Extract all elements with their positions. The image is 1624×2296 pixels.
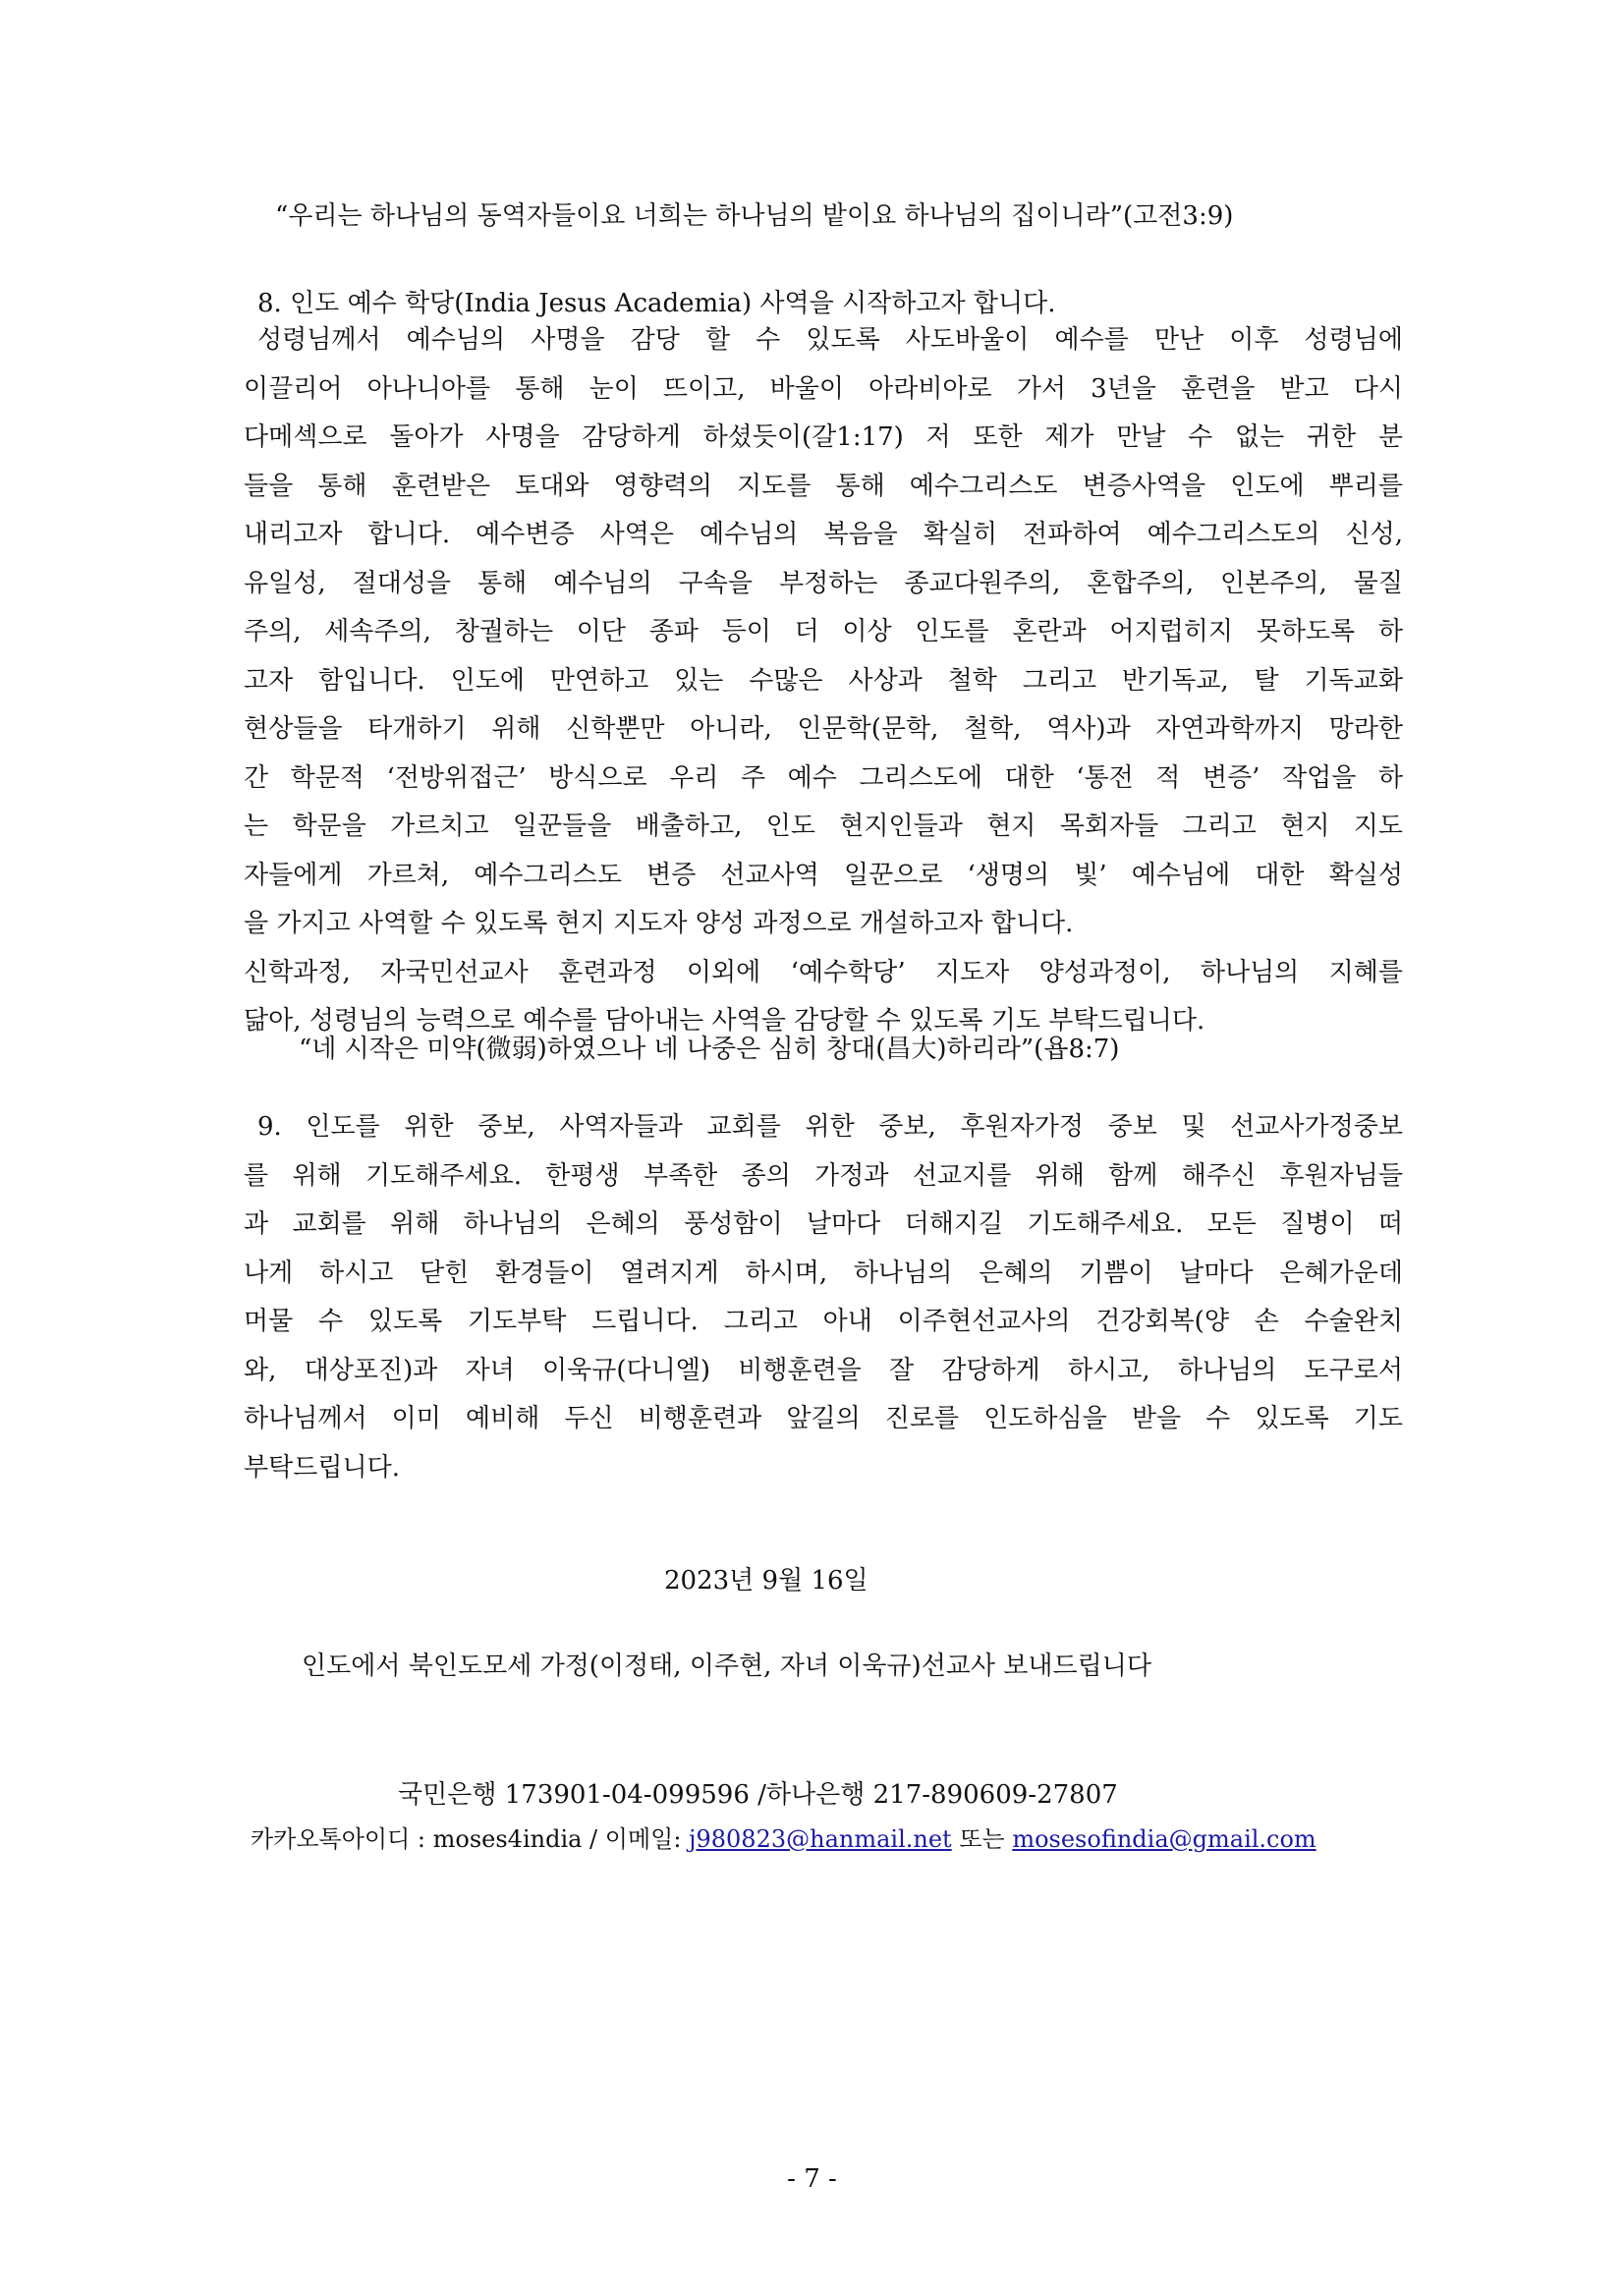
body-line: 고자 함입니다. 인도에 만연하고 있는 수많은 사상과 철학 그리고 반기독교, 탈 기독교화: [244, 665, 1403, 696]
body-line: 성령님께서 예수님의 사명을 감당 할 수 있도록 사도바울이 예수를 만난 이후 성령님에: [257, 325, 1403, 355]
sender-line: 인도에서 북인도모세 가정(이정태, 이주현, 자녀 이욱규)선교사 보내드립니다: [302, 1652, 1152, 1681]
body-line: 와, 대상포진)과 자녀 이욱규(다니엘) 비행훈련을 잘 감당하게 하시고, 하나님의 도구로서: [244, 1355, 1403, 1385]
contact-line: [251, 1820, 1316, 1859]
body-line: 내리고자 합니다. 예수변증 사역은 예수님의 복음을 확실히 전파하여 예수그리스도의 신성,: [244, 520, 1403, 549]
section-8-body: [244, 316, 1403, 1046]
body-line: 는 학문을 가르치고 일꾼들을 배출하고, 인도 현지인들과 현지 목회자들 그리고 현지 지도: [244, 812, 1403, 841]
email-link-hanmail[interactable]: j980823@hanmail.net: [689, 1825, 952, 1853]
body-line: 을 가지고 사역할 수 있도록 현지 지도자 양성 과정으로 개설하고자 합니다.: [244, 909, 1074, 938]
body-line: 머물 수 있도록 기도부탁 드립니다. 그리고 아내 이주현선교사의 건강회복(양 손 수술완치: [244, 1307, 1403, 1336]
kakao-and-email-label: 카카오톡아이디 : moses4india / 이메일:: [251, 1825, 690, 1853]
body-line: 유일성, 절대성을 통해 예수님의 구속을 부정하는 종교다원주의, 혼합주의, 인본주의, 물질: [244, 568, 1403, 598]
scripture-quote-2: “네 시작은 미약(微弱)하였으나 네 나중은 심히 창대(昌大)하리라”(욥8:7): [299, 1035, 1120, 1064]
bank-accounts: 국민은행 173901-04-099596 /하나은행 217-890609-27807: [398, 1780, 1118, 1810]
body-line: 현상들을 타개하기 위해 신학뿐만 아니라, 인문학(문학, 철학, 역사)과 자연과학까지 망라한: [244, 714, 1403, 744]
body-line: 들을 통해 훈련받은 토대와 영향력의 지도를 통해 예수그리스도 변증사역을 인도에 뿌리를: [244, 471, 1403, 501]
or-text: 또는: [951, 1825, 1013, 1853]
body-line: 간 학문적 ‘전방위접근’ 방식으로 우리 주 예수 그리스도에 대한 ‘통전 적 변증’ 작업을 하: [244, 762, 1403, 793]
body-line: 다메섹으로 돌아가 사명을 감당하게 하셨듯이(갈1:17) 저 또한 제가 만날 수 없는 귀한 분: [244, 422, 1403, 452]
section-8-heading: 8. 인도 예수 학당(India Jesus Academia) 사역을 시작하고자 합니다.: [257, 289, 1056, 318]
body-line: 를 위해 기도해주세요. 한평생 부족한 종의 가정과 선교지를 위해 함께 해주신 후원자님들: [244, 1160, 1403, 1191]
body-line: 9. 인도를 위한 중보, 사역자들과 교회를 위한 중보, 후원자가정 중보 및 선교사가정중보: [257, 1112, 1403, 1142]
body-line: 주의, 세속주의, 창궐하는 이단 종파 등이 더 이상 인도를 혼란과 어지럽히지 못하도록 하: [244, 617, 1403, 646]
body-line: 나게 하시고 닫힌 환경들이 열려지게 하시며, 하나님의 은혜의 기쁨이 날마다 은혜가운데: [244, 1258, 1403, 1288]
body-line: 부탁드립니다.: [244, 1452, 400, 1483]
body-line: 닮아, 성령님의 능력으로 예수를 담아내는 사역을 감당할 수 있도록 기도 부탁드립니다.: [244, 1006, 1205, 1036]
body-line: 이끌리어 아나니아를 통해 눈이 뜨이고, 바울이 아라비아로 가서 3년을 훈련을 받고 다시: [244, 373, 1403, 404]
letter-date: 2023년 9월 16일: [664, 1566, 868, 1596]
body-line: 자들에게 가르쳐, 예수그리스도 변증 선교사역 일꾼으로 ‘생명의 빛’ 예수님에 대한 확실성: [244, 860, 1403, 890]
body-line: 과 교회를 위해 하나님의 은혜의 풍성함이 날마다 더해지길 기도해주세요. 모든 질병이 떠: [244, 1209, 1403, 1239]
section-9-body: [244, 1103, 1403, 1492]
body-line: 신학과정, 자국민선교사 훈련과정 이외에 ‘예수학당’ 지도자 양성과정이, 하나님의 지혜를: [244, 957, 1403, 987]
scripture-quote-1: “우리는 하나님의 동역자들이요 너희는 하나님의 밭이요 하나님의 집이니라”(고전3:9): [275, 201, 1234, 231]
page-number: - 7 -: [787, 2164, 837, 2194]
body-line: 하나님께서 이미 예비해 두신 비행훈련과 앞길의 진로를 인도하심을 받을 수 있도록 기도: [244, 1404, 1403, 1433]
email-link-gmail[interactable]: mosesofindia@gmail.com: [1012, 1825, 1316, 1853]
